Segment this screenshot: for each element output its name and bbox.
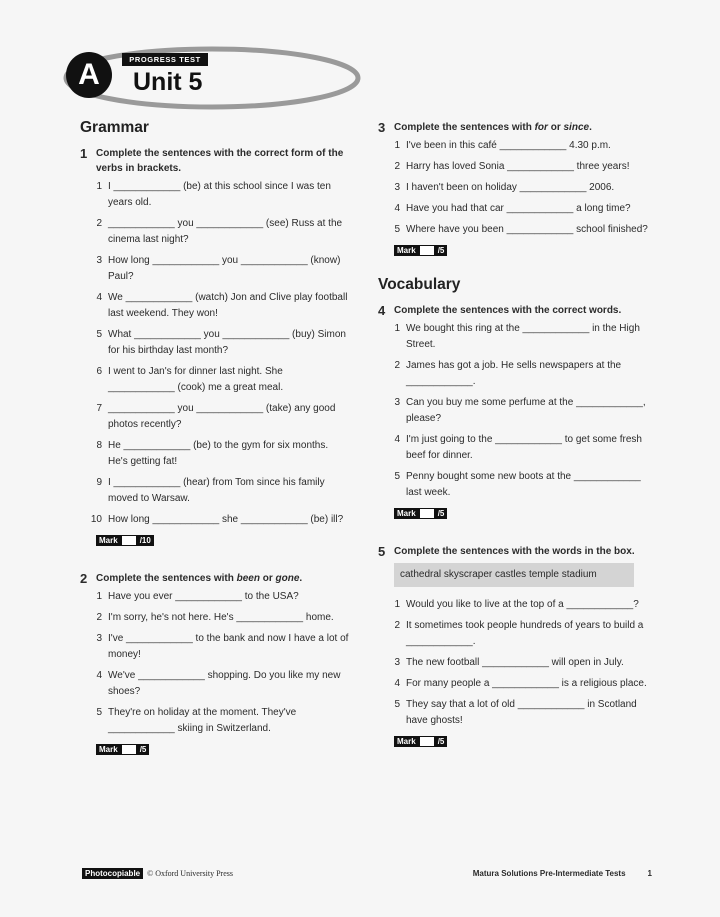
progress-test-banner: PROGRESS TEST xyxy=(122,53,208,66)
exercise-item xyxy=(378,358,648,390)
item-number: 4 xyxy=(394,434,400,445)
mark-box xyxy=(96,535,154,546)
exercise-item xyxy=(80,364,350,396)
exercise-4 xyxy=(378,303,648,522)
item-number: 1 xyxy=(394,599,400,610)
item-text: I ____________ (hear) from Tom since his family moved to Warsaw. xyxy=(108,477,325,504)
item-number: 5 xyxy=(96,329,102,340)
exercise-item xyxy=(378,201,648,217)
item-text: Would you like to live at the top of a ____________? xyxy=(406,599,639,610)
score-field[interactable] xyxy=(419,508,435,519)
item-text: We've ____________ shopping. Do you like my new shoes? xyxy=(108,670,341,697)
exercise-item xyxy=(80,589,350,605)
exercise-items xyxy=(80,179,350,528)
mark-box xyxy=(394,508,447,519)
exercise-item xyxy=(378,222,648,238)
exercise-instruction: Complete the sentences with for or since. xyxy=(394,122,592,133)
exercise-item xyxy=(80,631,350,663)
item-number: 1 xyxy=(96,181,102,192)
exercise-item xyxy=(80,610,350,626)
item-number: 9 xyxy=(96,477,102,488)
item-number: 4 xyxy=(394,203,400,214)
item-text: They're on holiday at the moment. They've ____________ skiing in Switzerland. xyxy=(108,707,297,734)
mark-label: Mark xyxy=(96,744,121,755)
item-text: I ____________ (be) at this school since I was ten years old. xyxy=(108,181,331,208)
item-text: I'm just going to the ____________ to get some fresh beef for dinner. xyxy=(406,434,642,461)
item-text: I'm sorry, he's not here. He's ____________ home. xyxy=(108,612,334,623)
mark-box xyxy=(394,736,447,747)
item-number: 3 xyxy=(96,633,102,644)
mark-label: Mark xyxy=(394,736,419,747)
item-number: 5 xyxy=(394,699,400,710)
item-number: 2 xyxy=(96,218,102,229)
mark-label: Mark xyxy=(394,245,419,256)
exercise-item xyxy=(80,216,350,248)
item-text: I've ____________ to the bank and now I have a lot of money! xyxy=(108,633,349,660)
exercise-item xyxy=(80,253,350,285)
test-badge: A xyxy=(66,52,112,98)
item-text: Have you had that car ____________ a long time? xyxy=(406,203,631,214)
exercise-items xyxy=(378,138,648,238)
exercise-number: 3 xyxy=(378,120,386,135)
exercise-item xyxy=(80,401,350,433)
mark-total: /5 xyxy=(137,744,150,755)
score-field[interactable] xyxy=(121,535,137,546)
exercise-item xyxy=(378,395,648,427)
item-number: 5 xyxy=(96,707,102,718)
item-number: 3 xyxy=(96,255,102,266)
left-column xyxy=(80,118,350,758)
page-number: 1 xyxy=(647,869,652,878)
exercise-item xyxy=(378,618,648,650)
item-text: It sometimes took people hundreds of years to build a ____________. xyxy=(406,620,644,647)
item-number: 2 xyxy=(394,161,400,172)
exercise-number: 2 xyxy=(80,571,88,586)
exercise-item xyxy=(378,159,648,175)
score-field[interactable] xyxy=(419,245,435,256)
exercise-item xyxy=(80,668,350,700)
item-text: For many people a ____________ is a religious place. xyxy=(406,678,647,689)
item-text: I've been in this café ____________ 4.30 p.m. xyxy=(406,140,611,151)
item-text: What ____________ you ____________ (buy) Simon for his birthday last month? xyxy=(108,329,346,356)
item-text: They say that a lot of old ____________ in Scotland have ghosts! xyxy=(406,699,637,726)
score-field[interactable] xyxy=(121,744,137,755)
item-number: 10 xyxy=(90,514,102,525)
item-number: 1 xyxy=(394,323,400,334)
score-field[interactable] xyxy=(419,736,435,747)
item-number: 2 xyxy=(96,612,102,623)
exercise-instruction: Complete the sentences with the words in the box. xyxy=(394,546,635,557)
exercise-2 xyxy=(80,571,350,758)
item-number: 4 xyxy=(96,670,102,681)
exercise-items xyxy=(80,589,350,737)
item-text: James has got a job. He sells newspapers at the ____________. xyxy=(406,360,622,387)
exercise-instruction: Complete the sentences with the correct words. xyxy=(394,305,622,316)
item-number: 3 xyxy=(394,397,400,408)
exercise-item xyxy=(378,180,648,196)
item-text: Penny bought some new boots at the ____________ last week. xyxy=(406,471,641,498)
series-title: Matura Solutions Pre-Intermediate Tests xyxy=(472,869,626,878)
item-text: How long ____________ she ____________ (be) ill? xyxy=(108,514,344,525)
exercise-item xyxy=(80,179,350,211)
exercise-items xyxy=(378,321,648,501)
item-text: I went to Jan's for dinner last night. She ____________ (cook) me a great meal. xyxy=(108,366,284,393)
vocabulary-title: Vocabulary xyxy=(378,276,461,293)
exercise-5 xyxy=(378,544,648,750)
item-text: The new football ____________ will open in July. xyxy=(406,657,624,668)
item-text: Where have you been ____________ school finished? xyxy=(406,224,648,235)
exercise-item xyxy=(378,676,648,692)
mark-total: /10 xyxy=(137,535,154,546)
unit-title: Unit 5 xyxy=(133,68,203,96)
item-text: Can you buy me some perfume at the ____________, please? xyxy=(406,397,646,424)
item-number: 5 xyxy=(394,471,400,482)
exercise-instruction: Complete the sentences with been or gone. xyxy=(96,573,303,584)
item-text: He ____________ (be) to the gym for six months. He's getting fat! xyxy=(108,440,329,467)
item-text: How long ____________ you ____________ (know) Paul? xyxy=(108,255,341,282)
exercise-instruction: Complete the sentences with the correct form of the verbs in brackets. xyxy=(96,148,344,174)
word-box: cathedral skyscraper castles temple stadium xyxy=(394,563,634,587)
item-number: 3 xyxy=(394,657,400,668)
exercise-item xyxy=(378,138,648,154)
item-text: I haven't been on holiday ____________ 2006. xyxy=(406,182,615,193)
item-text: ____________ you ____________ (see) Russ at the cinema last night? xyxy=(108,218,343,245)
exercise-item xyxy=(80,327,350,359)
item-number: 5 xyxy=(394,224,400,235)
exercise-1 xyxy=(80,146,350,549)
mark-total: /5 xyxy=(435,245,448,256)
item-text: Harry has loved Sonia ____________ three years! xyxy=(406,161,630,172)
item-number: 3 xyxy=(394,182,400,193)
exercise-item xyxy=(378,655,648,671)
exercise-item xyxy=(378,321,648,353)
exercise-number: 1 xyxy=(80,146,88,161)
mark-total: /5 xyxy=(435,508,448,519)
exercise-item xyxy=(80,438,350,470)
item-number: 1 xyxy=(96,591,102,602)
grammar-title: Grammar xyxy=(80,119,149,136)
exercise-number: 4 xyxy=(378,303,386,318)
photocopiable-tag: Photocopiable xyxy=(82,868,143,879)
exercise-item xyxy=(378,697,648,729)
exercise-item xyxy=(378,432,648,464)
item-number: 7 xyxy=(96,403,102,414)
exercise-3 xyxy=(378,120,648,259)
right-column xyxy=(378,118,648,750)
item-number: 2 xyxy=(394,360,400,371)
exercise-item xyxy=(80,512,350,528)
mark-label: Mark xyxy=(96,535,121,546)
exercise-number: 5 xyxy=(378,544,386,559)
exercise-item xyxy=(378,469,648,501)
exercise-item xyxy=(80,290,350,322)
mark-total: /5 xyxy=(435,736,448,747)
item-text: We ____________ (watch) Jon and Clive play football last weekend. They won! xyxy=(108,292,348,319)
item-number: 4 xyxy=(394,678,400,689)
page-footer xyxy=(82,868,652,879)
item-number: 2 xyxy=(394,620,400,631)
item-number: 4 xyxy=(96,292,102,303)
exercise-item xyxy=(378,597,648,613)
exercise-item xyxy=(80,475,350,507)
exercise-items xyxy=(378,597,648,729)
item-text: Have you ever ____________ to the USA? xyxy=(108,591,299,602)
mark-box xyxy=(96,744,149,755)
item-text: We bought this ring at the ____________ in the High Street. xyxy=(406,323,640,350)
item-number: 8 xyxy=(96,440,102,451)
item-number: 6 xyxy=(96,366,102,377)
item-text: ____________ you ____________ (take) any good photos recently? xyxy=(108,403,336,430)
mark-box xyxy=(394,245,447,256)
item-number: 1 xyxy=(394,140,400,151)
publisher: © Oxford University Press xyxy=(147,869,233,878)
mark-label: Mark xyxy=(394,508,419,519)
exercise-item xyxy=(80,705,350,737)
